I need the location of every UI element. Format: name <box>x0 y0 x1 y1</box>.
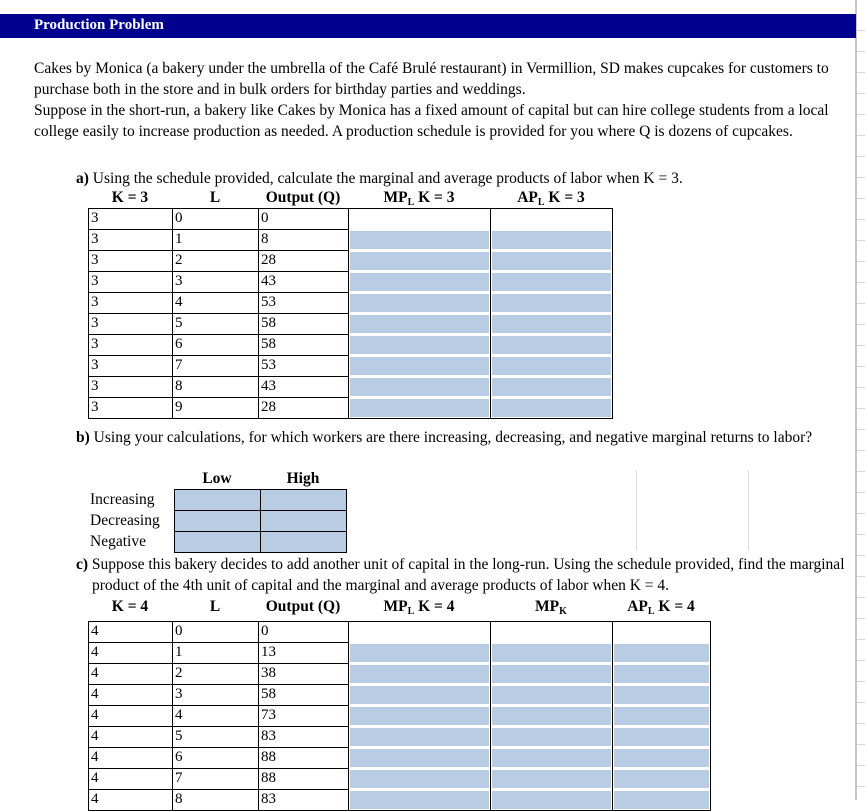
mpl-sub: L <box>407 606 415 617</box>
answer-cell[interactable] <box>492 315 611 333</box>
answer-cell[interactable] <box>492 273 611 291</box>
edge-tick <box>857 282 865 283</box>
row-border <box>88 376 349 377</box>
answer-cell[interactable] <box>350 749 489 767</box>
k-value: 4 <box>91 728 99 744</box>
row-label-increasing: Increasing <box>90 491 155 508</box>
mpl-sub: L <box>407 197 415 208</box>
edge-tick <box>857 723 865 724</box>
answer-cell[interactable] <box>614 665 709 683</box>
edge-tick <box>857 135 865 136</box>
k-value: 4 <box>91 707 99 723</box>
edge-tick <box>857 492 865 493</box>
column-border <box>612 621 613 811</box>
output-value: 88 <box>261 749 276 765</box>
answer-cell[interactable] <box>492 399 611 417</box>
answer-cell[interactable] <box>350 378 489 396</box>
column-border <box>710 621 711 811</box>
apl-sub: L <box>537 197 545 208</box>
output-value: 53 <box>261 357 276 373</box>
edge-tick <box>857 72 865 73</box>
k-value: 4 <box>91 665 99 681</box>
k-value: 4 <box>91 770 99 786</box>
output-value: 0 <box>261 623 269 639</box>
intro-line: Suppose in the short-run, a bakery like Cakes by Monica has a fixed amount of capital but can hire college students from a local <box>34 102 829 119</box>
answer-cell[interactable] <box>614 707 709 725</box>
l-value: 5 <box>175 728 183 744</box>
apl-base: AP <box>517 189 538 206</box>
k-value: 4 <box>91 644 99 660</box>
answer-cell[interactable] <box>492 728 611 746</box>
edge-tick <box>857 51 865 52</box>
output-value: 83 <box>261 791 276 807</box>
l-value: 4 <box>175 294 183 310</box>
edge-tick <box>857 639 865 640</box>
part-c-text-line1: Suppose this bakery decides to add another unit of capital in the long-run. Using the schedule provided, find the marginal <box>91 556 845 573</box>
l-value: 0 <box>175 623 183 639</box>
row-border <box>88 747 349 748</box>
l-value: 1 <box>175 231 183 247</box>
answer-cell[interactable] <box>492 791 611 809</box>
answer-cell[interactable] <box>350 231 489 249</box>
part-c-question <box>76 554 845 575</box>
answer-top-border <box>348 621 711 622</box>
k-value: 4 <box>91 791 99 807</box>
column-border <box>260 489 261 553</box>
row-border <box>88 397 349 398</box>
intro-paragraph <box>34 58 834 142</box>
part-c-question-line2: product of the 4th unit of capital and the marginal and average products of labor when K = 4. <box>92 577 670 594</box>
answer-cell[interactable] <box>350 315 489 333</box>
part-a-text: Using the schedule provided, calculate the marginal and average products of labor when K = 3. <box>92 170 683 187</box>
k-value: 3 <box>91 210 99 226</box>
output-value: 13 <box>261 644 276 660</box>
part-c-label: c) <box>76 556 89 573</box>
answer-cell[interactable] <box>492 252 611 270</box>
intro-line: college easily to increase production as needed. A production schedule is provided for you where Q is dozens of cupcakes. <box>34 123 793 140</box>
row-label-negative: Negative <box>90 533 146 550</box>
l-value: 8 <box>175 791 183 807</box>
part-b-question <box>76 427 812 448</box>
table-c-header-output: Output (Q) <box>265 598 341 615</box>
answer-cell[interactable] <box>492 686 611 704</box>
table-a-header-apl <box>490 188 612 213</box>
edge-tick <box>857 576 865 577</box>
table-c-header-k: K = 4 <box>111 598 149 615</box>
output-value: 28 <box>261 252 276 268</box>
table-b-header-low: Low <box>202 470 232 487</box>
part-a-question <box>76 168 683 189</box>
table-a-header-k: K = 3 <box>111 189 149 206</box>
answer-cell[interactable] <box>492 294 611 312</box>
l-value: 9 <box>175 399 183 415</box>
l-value: 6 <box>175 336 183 352</box>
answer-cell[interactable] <box>350 252 489 270</box>
l-value: 7 <box>175 770 183 786</box>
k-value: 3 <box>91 231 99 247</box>
k-value: 4 <box>91 749 99 765</box>
row-border <box>88 313 349 314</box>
k-value: 3 <box>91 378 99 394</box>
k-value: 4 <box>91 686 99 702</box>
k-value: 3 <box>91 273 99 289</box>
k-value: 4 <box>91 623 99 639</box>
l-value: 1 <box>175 644 183 660</box>
edge-tick <box>857 93 865 94</box>
column-border <box>88 621 89 811</box>
edge-tick <box>857 513 865 514</box>
output-value: 8 <box>261 231 269 247</box>
answer-cell[interactable] <box>492 231 611 249</box>
column-border <box>172 621 173 811</box>
k-value: 3 <box>91 399 99 415</box>
answer-cell[interactable] <box>350 357 489 375</box>
output-value: 58 <box>261 686 276 702</box>
output-value: 43 <box>261 378 276 394</box>
section-title-banner <box>0 14 856 36</box>
l-value: 0 <box>175 210 183 226</box>
answer-cell[interactable] <box>350 644 489 662</box>
edge-tick <box>857 30 865 31</box>
edge-tick <box>857 597 865 598</box>
mpl-base: MP <box>383 598 408 615</box>
l-value: 8 <box>175 378 183 394</box>
column-border <box>174 489 175 553</box>
row-border <box>88 726 349 727</box>
intro-line: purchase both in the store and in bulk orders for birthday parties and weddings. <box>34 81 526 98</box>
answer-cell[interactable] <box>350 686 489 704</box>
row-border <box>88 768 349 769</box>
answer-top-border <box>348 208 613 209</box>
edge-tick <box>857 744 865 745</box>
row-border <box>88 334 349 335</box>
answer-cell[interactable] <box>350 665 489 683</box>
row-border <box>88 250 349 251</box>
answer-cell[interactable] <box>614 749 709 767</box>
answer-cell[interactable] <box>492 749 611 767</box>
grid-vline <box>636 470 637 550</box>
output-value: 0 <box>261 210 269 226</box>
row-border <box>88 292 349 293</box>
answer-cell[interactable] <box>350 728 489 746</box>
edge-tick <box>857 177 865 178</box>
answer-cell[interactable] <box>492 707 611 725</box>
edge-tick <box>857 702 865 703</box>
column-border <box>490 621 491 811</box>
answer-cell[interactable] <box>350 399 489 417</box>
row-border <box>88 663 349 664</box>
edge-tick <box>857 387 865 388</box>
edge-tick <box>857 366 865 367</box>
answer-cell[interactable] <box>261 490 346 510</box>
answer-cell[interactable] <box>492 336 611 354</box>
column-border <box>88 208 89 419</box>
row-border <box>88 789 349 790</box>
row-border <box>88 229 349 230</box>
output-value: 73 <box>261 707 276 723</box>
edge-tick <box>857 324 865 325</box>
table-c-header-mpl <box>348 597 490 622</box>
apl-rest: K = 4 <box>654 598 695 615</box>
edge-tick <box>857 660 865 661</box>
answer-cell[interactable] <box>350 336 489 354</box>
edge-tick <box>857 345 865 346</box>
banner-underline <box>0 36 856 38</box>
output-value: 43 <box>261 273 276 289</box>
table-a-header-mpl <box>348 188 490 213</box>
part-b-text: Using your calculations, for which workers are there increasing, decreasing, and negative marginal returns to labor? <box>93 429 813 446</box>
column-border <box>258 208 259 419</box>
column-border <box>612 208 613 419</box>
answer-cell[interactable] <box>350 294 489 312</box>
row-border <box>88 271 349 272</box>
k-value: 3 <box>91 315 99 331</box>
answer-cell[interactable] <box>614 728 709 746</box>
mpk-base: MP <box>535 598 560 615</box>
l-value: 6 <box>175 749 183 765</box>
mpl-base: MP <box>383 189 408 206</box>
grid-vline <box>748 470 749 550</box>
column-border <box>348 208 349 419</box>
answer-cell[interactable] <box>175 532 260 552</box>
edge-tick <box>857 198 865 199</box>
answer-cell[interactable] <box>350 273 489 291</box>
page-right-edge <box>855 0 857 800</box>
answer-cell[interactable] <box>175 490 260 510</box>
row-label-decreasing: Decreasing <box>90 512 160 529</box>
answer-cell[interactable] <box>492 665 611 683</box>
column-border <box>346 489 347 553</box>
k-value: 3 <box>91 357 99 373</box>
output-value: 28 <box>261 399 276 415</box>
part-a-label: a) <box>76 170 89 187</box>
answer-cell[interactable] <box>614 791 709 809</box>
edge-tick <box>857 786 865 787</box>
table-c-header-apl <box>612 597 710 622</box>
answer-cell[interactable] <box>261 532 346 552</box>
column-border <box>490 208 491 419</box>
mpk-sub: K <box>559 606 567 617</box>
l-value: 4 <box>175 707 183 723</box>
edge-tick <box>857 114 865 115</box>
row-border <box>88 642 349 643</box>
edge-tick <box>857 156 865 157</box>
output-value: 88 <box>261 770 276 786</box>
part-b-label: b) <box>76 429 90 446</box>
edge-tick <box>857 555 865 556</box>
output-value: 58 <box>261 315 276 331</box>
edge-tick <box>857 408 865 409</box>
l-value: 7 <box>175 357 183 373</box>
answer-cell[interactable] <box>492 378 611 396</box>
answer-cell[interactable] <box>350 770 489 788</box>
apl-rest: K = 3 <box>544 189 585 206</box>
answer-cell[interactable] <box>350 791 489 809</box>
answer-bottom-border <box>348 418 613 419</box>
answer-cell[interactable] <box>492 770 611 788</box>
row-border <box>88 684 349 685</box>
edge-tick <box>857 303 865 304</box>
apl-sub: L <box>647 606 655 617</box>
edge-tick <box>857 765 865 766</box>
mpl-rest: K = 4 <box>414 598 455 615</box>
answer-cell[interactable] <box>614 644 709 662</box>
row-border <box>88 621 349 622</box>
edge-tick <box>857 240 865 241</box>
table-b-header-high: High <box>286 470 320 487</box>
row-border <box>88 355 349 356</box>
edge-tick <box>857 450 865 451</box>
output-value: 58 <box>261 336 276 352</box>
row-border <box>88 705 349 706</box>
answer-cell[interactable] <box>350 707 489 725</box>
edge-tick <box>857 261 865 262</box>
l-value: 3 <box>175 273 183 289</box>
table-c-header-mpk <box>490 597 612 622</box>
edge-tick <box>857 681 865 682</box>
table-a-header-output: Output (Q) <box>265 189 341 206</box>
l-value: 3 <box>175 686 183 702</box>
output-value: 53 <box>261 294 276 310</box>
k-value: 3 <box>91 336 99 352</box>
row-border <box>88 418 349 419</box>
answer-cell[interactable] <box>614 686 709 704</box>
answer-cell[interactable] <box>614 770 709 788</box>
edge-tick <box>857 471 865 472</box>
l-value: 5 <box>175 315 183 331</box>
output-value: 38 <box>261 665 276 681</box>
column-border <box>348 621 349 811</box>
answer-cell[interactable] <box>175 511 260 531</box>
edge-tick <box>857 618 865 619</box>
l-value: 2 <box>175 665 183 681</box>
edge-tick <box>857 534 865 535</box>
answer-cell[interactable] <box>492 644 611 662</box>
table-c-header-l: L <box>209 598 221 615</box>
column-border <box>258 621 259 811</box>
edge-tick <box>857 219 865 220</box>
mpl-rest: K = 3 <box>414 189 455 206</box>
output-value: 83 <box>261 728 276 744</box>
table-a-header-l: L <box>209 189 221 206</box>
row-border <box>88 208 349 209</box>
k-value: 3 <box>91 252 99 268</box>
column-border <box>172 208 173 419</box>
section-title: Production Problem <box>34 17 164 33</box>
answer-cell[interactable] <box>492 357 611 375</box>
edge-tick <box>857 429 865 430</box>
intro-line: Cakes by Monica (a bakery under the umbrella of the Café Brulé restaurant) in Vermillion, SD makes cupcakes for customers to <box>34 60 829 77</box>
apl-base: AP <box>627 598 648 615</box>
l-value: 2 <box>175 252 183 268</box>
answer-cell[interactable] <box>261 511 346 531</box>
k-value: 3 <box>91 294 99 310</box>
